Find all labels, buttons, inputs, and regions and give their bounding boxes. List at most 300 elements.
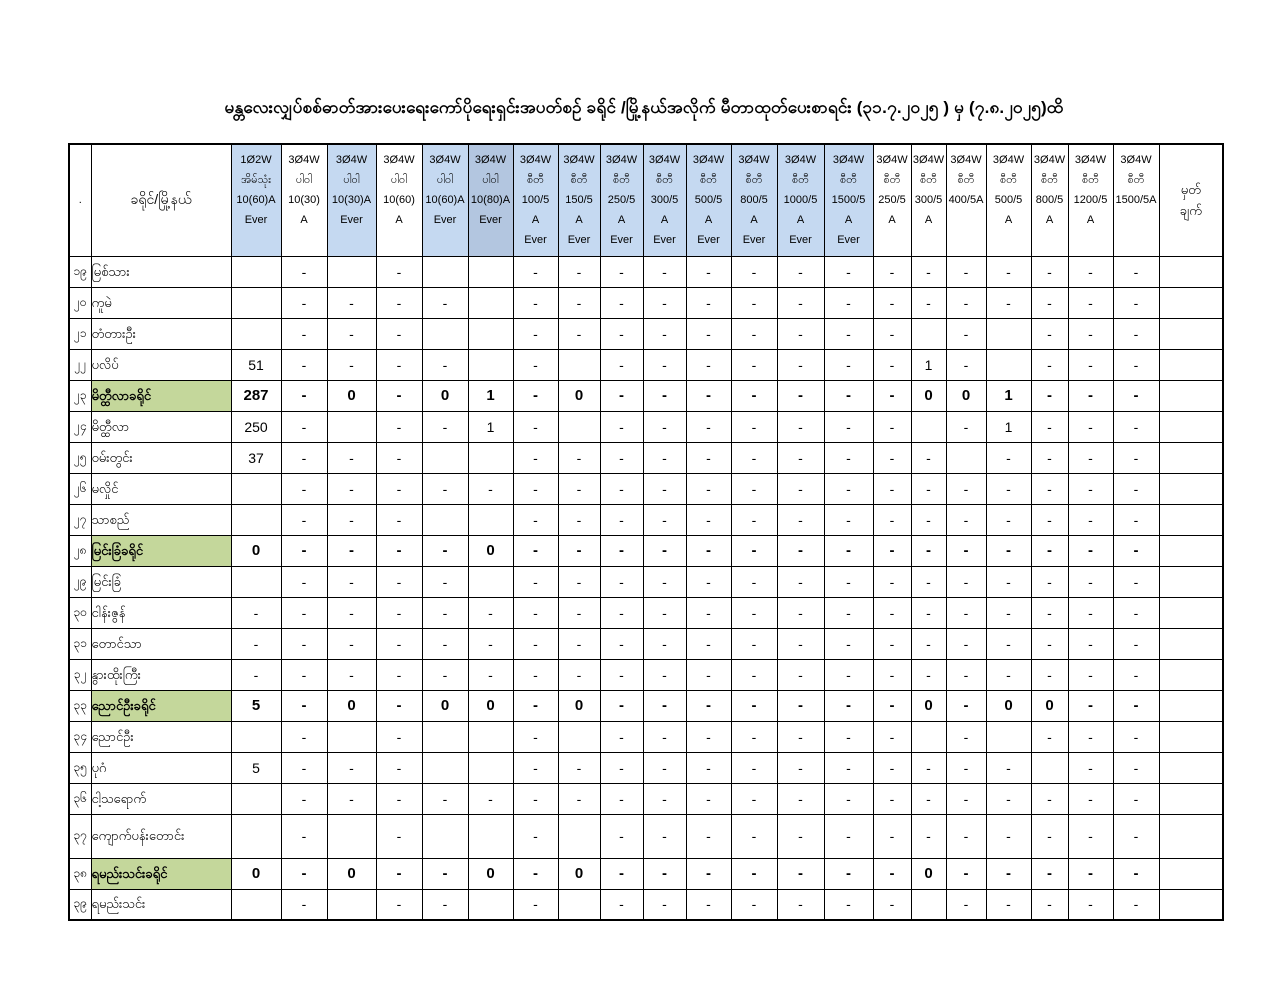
header-line: စီတီ <box>792 174 809 186</box>
data-cell: - <box>873 318 911 349</box>
data-cell <box>422 721 468 752</box>
header-line: စီတီ <box>570 174 588 186</box>
data-cell: - <box>946 659 986 690</box>
data-cell: - <box>1068 690 1113 721</box>
data-cell: - <box>327 566 376 597</box>
data-cell: - <box>643 659 686 690</box>
data-cell: - <box>513 889 558 920</box>
remarks-cell <box>1159 783 1223 814</box>
data-cell: - <box>281 690 327 721</box>
data-cell: - <box>1031 628 1068 659</box>
data-cell: - <box>731 597 777 628</box>
header-line: 400/5A <box>948 194 984 206</box>
data-cell: - <box>946 287 986 318</box>
data-cell: 0 <box>468 690 513 721</box>
data-cell: 0 <box>327 380 376 411</box>
data-cell: - <box>986 287 1031 318</box>
row-number: ၂၆ <box>69 473 91 504</box>
table-row <box>69 535 1223 566</box>
data-cell: - <box>946 690 986 721</box>
data-cell <box>327 411 376 442</box>
data-cell: - <box>946 752 986 783</box>
data-cell <box>231 473 281 504</box>
data-cell: - <box>946 597 986 628</box>
row-number: ၃၇ <box>69 814 91 858</box>
data-cell <box>558 349 600 380</box>
data-cell: - <box>824 349 873 380</box>
data-cell: - <box>686 411 731 442</box>
data-cell: - <box>777 318 824 349</box>
data-cell: - <box>777 721 824 752</box>
header-line: ပါဝါ <box>295 174 313 186</box>
data-cell: - <box>600 287 643 318</box>
data-cell <box>231 783 281 814</box>
column-header <box>873 144 911 256</box>
data-cell <box>558 411 600 442</box>
data-cell: - <box>281 473 327 504</box>
header-line: A <box>796 214 805 226</box>
column-header <box>777 144 824 256</box>
header-line: Ever <box>433 214 457 226</box>
data-cell: - <box>824 752 873 783</box>
column-header-remarks <box>1159 144 1223 256</box>
table-row <box>69 814 1223 858</box>
header-line: 10(30) <box>288 194 320 206</box>
data-cell: - <box>376 349 422 380</box>
data-cell: - <box>643 287 686 318</box>
data-cell <box>986 349 1031 380</box>
row-number: ၃၆ <box>69 783 91 814</box>
data-cell: - <box>422 535 468 566</box>
remarks-cell <box>1159 721 1223 752</box>
header-line: ပါဝါ <box>390 174 408 186</box>
data-cell: - <box>986 566 1031 597</box>
remarks-cell <box>1159 349 1223 380</box>
data-cell: - <box>327 504 376 535</box>
data-cell: - <box>986 442 1031 473</box>
remarks-cell <box>1159 380 1223 411</box>
data-cell: - <box>911 473 946 504</box>
column-header-lines <box>282 145 327 230</box>
data-cell: - <box>513 504 558 535</box>
data-cell: - <box>1113 690 1159 721</box>
data-cell: - <box>731 349 777 380</box>
data-cell <box>231 566 281 597</box>
data-cell: - <box>1113 442 1159 473</box>
data-cell: - <box>873 783 911 814</box>
data-cell: - <box>558 535 600 566</box>
data-cell: - <box>986 858 1031 889</box>
data-cell: - <box>824 597 873 628</box>
row-number: ၂၇ <box>69 504 91 535</box>
data-cell <box>422 318 468 349</box>
data-cell: - <box>1031 858 1068 889</box>
data-cell: 0 <box>558 858 600 889</box>
column-header-lines <box>1032 145 1068 230</box>
data-cell: - <box>1031 597 1068 628</box>
data-cell: - <box>468 597 513 628</box>
header-line: Ever <box>653 234 676 246</box>
remarks-cell <box>1159 752 1223 783</box>
column-header-lines <box>912 145 946 230</box>
data-cell: - <box>643 411 686 442</box>
column-header <box>1031 144 1068 256</box>
data-cell: - <box>558 659 600 690</box>
data-cell: - <box>986 504 1031 535</box>
data-cell: - <box>643 721 686 752</box>
data-cell: - <box>422 473 468 504</box>
header-line: 10(60)A <box>425 194 465 206</box>
data-cell: - <box>1113 473 1159 504</box>
data-cell: - <box>731 690 777 721</box>
page-title: မန္တလေးလျှပ်စစ်ဓာတ်အားပေးရေးကော်ပိုရေးရှင်းအပတ်စဉ် ခရိုင် /မြို့နယ်အလိုက် မီတာထုတ်ပေးစာရင်း (၃၁.၇.၂၀၂၅ ) မှ (၇.၈.၂၀၂၅)ထိ <box>224 98 1064 117</box>
township-name: မြစ်သား <box>91 256 231 287</box>
township-name: မိတ္ထီလာခရိုင် <box>91 380 231 411</box>
data-cell: - <box>946 889 986 920</box>
table-row <box>69 659 1223 690</box>
data-cell: 1 <box>986 380 1031 411</box>
data-cell <box>231 318 281 349</box>
data-cell: - <box>1113 318 1159 349</box>
header-line: A <box>1086 214 1095 226</box>
column-header-lines <box>232 145 281 230</box>
data-cell: - <box>643 752 686 783</box>
data-cell: - <box>824 411 873 442</box>
data-cell: - <box>600 721 643 752</box>
township-name: တံတားဦး <box>91 318 231 349</box>
data-cell: 0 <box>1031 690 1068 721</box>
data-cell <box>231 814 281 858</box>
data-cell: - <box>281 535 327 566</box>
data-cell: - <box>777 504 824 535</box>
data-cell <box>468 504 513 535</box>
data-cell <box>468 318 513 349</box>
data-cell: 0 <box>422 380 468 411</box>
township-name: ငါန်းဇွန် <box>91 597 231 628</box>
data-cell: - <box>986 889 1031 920</box>
data-cell <box>422 442 468 473</box>
data-cell: - <box>281 380 327 411</box>
data-cell: - <box>558 628 600 659</box>
data-cell: - <box>777 752 824 783</box>
data-cell: - <box>281 256 327 287</box>
header-line: 1Ø2W <box>240 154 272 166</box>
data-cell: - <box>1113 752 1159 783</box>
data-cell: - <box>1068 473 1113 504</box>
remarks-cell <box>1159 566 1223 597</box>
header-line: 300/5 <box>914 194 943 206</box>
township-name: မိတ္ထီလာ <box>91 411 231 442</box>
data-cell: - <box>600 380 643 411</box>
column-header <box>422 144 468 256</box>
data-cell <box>468 752 513 783</box>
data-cell: - <box>643 442 686 473</box>
data-cell: - <box>777 411 824 442</box>
data-cell: - <box>731 411 777 442</box>
data-cell <box>422 752 468 783</box>
data-cell: - <box>600 535 643 566</box>
table-row <box>69 287 1223 318</box>
data-cell: - <box>1068 659 1113 690</box>
header-line: 1500/5A <box>1115 194 1157 206</box>
data-cell: 0 <box>468 535 513 566</box>
data-cell: - <box>731 566 777 597</box>
row-number: ၃၀ <box>69 597 91 628</box>
column-header <box>376 144 422 256</box>
data-cell: - <box>1113 783 1159 814</box>
data-cell: - <box>824 535 873 566</box>
data-cell: - <box>686 473 731 504</box>
data-cell: - <box>824 858 873 889</box>
remarks-cell <box>1159 318 1223 349</box>
data-cell <box>1031 752 1068 783</box>
data-cell: - <box>376 442 422 473</box>
data-cell <box>327 889 376 920</box>
data-cell: - <box>824 256 873 287</box>
data-cell: - <box>731 287 777 318</box>
data-cell: - <box>600 814 643 858</box>
data-cell: - <box>731 721 777 752</box>
data-cell: - <box>686 256 731 287</box>
column-header <box>600 144 643 256</box>
data-cell: - <box>777 858 824 889</box>
column-header-lines <box>947 145 986 210</box>
data-cell: - <box>376 858 422 889</box>
header-line: A <box>1004 214 1013 226</box>
data-cell: 0 <box>468 858 513 889</box>
header-line: A <box>660 214 669 226</box>
data-cell: - <box>558 597 600 628</box>
remarks-cell <box>1159 628 1223 659</box>
table-row <box>69 783 1223 814</box>
data-cell: 0 <box>231 858 281 889</box>
data-cell <box>946 442 986 473</box>
data-cell: - <box>686 814 731 858</box>
remarks-cell <box>1159 597 1223 628</box>
remarks-cell <box>1159 814 1223 858</box>
data-cell <box>911 721 946 752</box>
column-header-lines <box>778 145 824 250</box>
data-cell: - <box>327 349 376 380</box>
data-cell: - <box>911 659 946 690</box>
township-name: ရမည်းသင်း <box>91 889 231 920</box>
data-cell: - <box>911 566 946 597</box>
data-cell: - <box>376 814 422 858</box>
data-cell: - <box>422 411 468 442</box>
header-line: Ever <box>697 234 720 246</box>
row-number: ၂၀ <box>69 287 91 318</box>
data-cell: - <box>946 318 986 349</box>
header-line: 3Ø4W <box>429 154 461 166</box>
header-line: စီတီ <box>1082 174 1099 186</box>
header-line: 3Ø4W <box>950 154 982 166</box>
data-cell: - <box>643 814 686 858</box>
data-cell: - <box>731 380 777 411</box>
data-cell: - <box>558 752 600 783</box>
row-number: ၃၁ <box>69 628 91 659</box>
remarks-cell <box>1159 442 1223 473</box>
township-name: နွားထိုးကြီး <box>91 659 231 690</box>
header-line: ပါဝါ <box>482 174 499 186</box>
header-line: Ever <box>479 214 502 226</box>
data-cell: - <box>513 349 558 380</box>
header-line: 3Ø4W <box>912 154 945 166</box>
column-header-lines <box>825 145 873 250</box>
data-cell: - <box>731 752 777 783</box>
remarks-cell <box>1159 858 1223 889</box>
data-cell: - <box>1068 628 1113 659</box>
table-body <box>69 256 1223 920</box>
data-cell: - <box>731 628 777 659</box>
data-cell: - <box>731 442 777 473</box>
header-line: 250/5 <box>607 194 636 206</box>
data-cell: - <box>686 889 731 920</box>
data-cell: - <box>600 442 643 473</box>
data-cell: - <box>911 597 946 628</box>
data-cell: - <box>643 858 686 889</box>
table-row <box>69 597 1223 628</box>
data-cell: - <box>1031 380 1068 411</box>
data-cell: - <box>558 442 600 473</box>
township-name: ပုဂံ <box>91 752 231 783</box>
data-cell: - <box>513 783 558 814</box>
header-line: Ever <box>244 214 268 226</box>
data-cell: - <box>686 442 731 473</box>
data-cell: - <box>376 287 422 318</box>
header-line: 10(60) <box>383 194 415 206</box>
header-line: A <box>888 214 896 226</box>
data-cell: - <box>327 442 376 473</box>
data-cell: - <box>1068 783 1113 814</box>
header-line: A <box>1045 214 1054 226</box>
data-cell <box>422 504 468 535</box>
data-cell: - <box>686 783 731 814</box>
data-cell: - <box>873 814 911 858</box>
data-cell: - <box>986 628 1031 659</box>
data-cell: - <box>946 566 986 597</box>
data-cell <box>468 256 513 287</box>
data-cell: - <box>643 783 686 814</box>
data-cell: - <box>1068 858 1113 889</box>
data-cell: - <box>686 504 731 535</box>
data-cell: - <box>1113 380 1159 411</box>
data-cell: - <box>1068 380 1113 411</box>
header-line: 3Ø4W <box>876 154 908 166</box>
data-cell: - <box>731 473 777 504</box>
column-header <box>731 144 777 256</box>
data-cell <box>468 442 513 473</box>
data-cell: - <box>686 287 731 318</box>
data-cell <box>422 256 468 287</box>
column-header <box>513 144 558 256</box>
data-cell: - <box>1068 442 1113 473</box>
data-cell: - <box>986 814 1031 858</box>
data-cell <box>911 411 946 442</box>
data-cell: - <box>824 566 873 597</box>
data-cell: - <box>376 889 422 920</box>
data-cell: - <box>873 858 911 889</box>
column-header <box>946 144 986 256</box>
data-cell: - <box>1113 411 1159 442</box>
header-line: A <box>575 214 583 226</box>
data-cell: - <box>777 349 824 380</box>
data-cell: - <box>327 659 376 690</box>
table-row <box>69 566 1223 597</box>
data-cell: - <box>686 752 731 783</box>
row-number: ၃၉ <box>69 889 91 920</box>
data-cell: - <box>731 858 777 889</box>
column-header-township: ခရိုင်/မြို့နယ် <box>91 144 231 256</box>
data-cell: - <box>600 628 643 659</box>
data-cell: - <box>986 659 1031 690</box>
data-cell <box>986 721 1031 752</box>
township-name: မလှိုင် <box>91 473 231 504</box>
header-line: စီတီ <box>1041 174 1058 186</box>
township-name: မြင်းခြံခရိုင် <box>91 535 231 566</box>
data-cell: - <box>376 628 422 659</box>
row-number: ၂၅ <box>69 442 91 473</box>
data-cell: - <box>873 287 911 318</box>
header-line: 3Ø4W <box>335 154 368 166</box>
data-cell: - <box>1068 411 1113 442</box>
header-line: Ever <box>524 234 547 246</box>
data-cell: 0 <box>327 858 376 889</box>
data-cell: - <box>513 442 558 473</box>
data-cell: - <box>513 256 558 287</box>
data-cell: - <box>376 535 422 566</box>
data-cell: - <box>376 504 422 535</box>
data-cell: - <box>643 566 686 597</box>
data-cell: - <box>422 566 468 597</box>
remarks-cell <box>1159 535 1223 566</box>
column-header <box>1113 144 1159 256</box>
data-cell: - <box>777 380 824 411</box>
data-cell: - <box>873 535 911 566</box>
township-name: တောင်သာ <box>91 628 231 659</box>
data-cell: 1 <box>468 411 513 442</box>
data-cell <box>468 349 513 380</box>
data-cell: - <box>911 752 946 783</box>
data-cell: - <box>686 597 731 628</box>
data-cell: - <box>643 504 686 535</box>
data-cell: - <box>376 256 422 287</box>
data-cell: - <box>824 504 873 535</box>
township-name: ပလိပ် <box>91 349 231 380</box>
corner-cell: . <box>69 144 91 256</box>
data-cell: - <box>600 783 643 814</box>
header-line: A <box>531 214 540 226</box>
column-header-lines <box>732 145 777 250</box>
table-row <box>69 318 1223 349</box>
data-cell: - <box>1113 535 1159 566</box>
data-cell: - <box>422 597 468 628</box>
data-cell: - <box>422 889 468 920</box>
data-cell: - <box>1031 442 1068 473</box>
data-cell: - <box>600 597 643 628</box>
data-cell: - <box>686 659 731 690</box>
data-cell: - <box>824 442 873 473</box>
data-cell: - <box>643 628 686 659</box>
data-cell: - <box>643 535 686 566</box>
header-line: 3Ø4W <box>519 154 552 166</box>
column-header <box>643 144 686 256</box>
data-cell <box>558 721 600 752</box>
remarks-cell <box>1159 504 1223 535</box>
data-cell: - <box>1068 256 1113 287</box>
row-number: ၂၈ <box>69 535 91 566</box>
table-row <box>69 858 1223 889</box>
data-cell: - <box>824 690 873 721</box>
